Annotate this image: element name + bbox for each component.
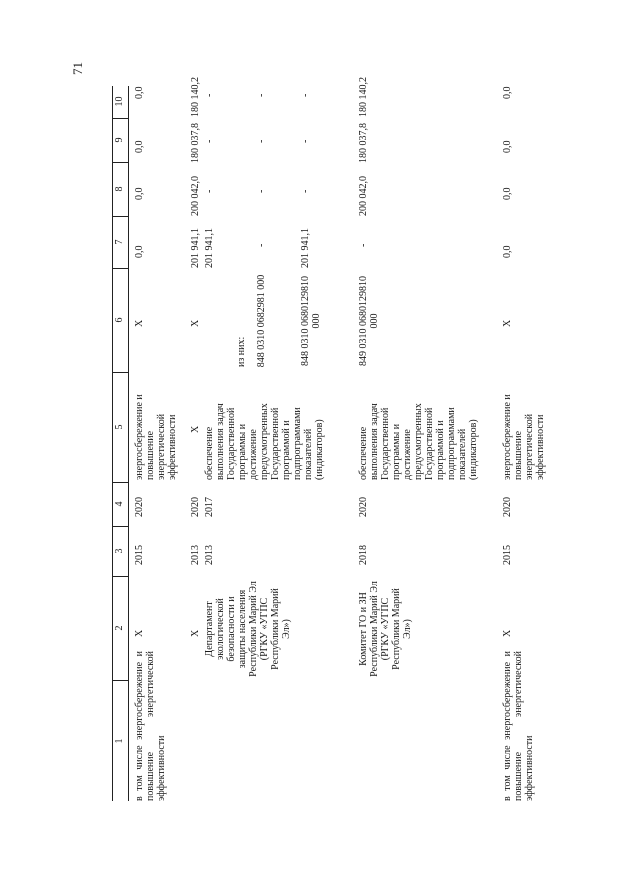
row4-col9: 180 037,8 (358, 123, 369, 163)
row1-col8: 0,0 (134, 187, 145, 200)
row3-col5: обеспечение выполнения задач Государственной программы и достижение предусмотренных Государственной программой и подпрограммами показателей (индикаторов) (204, 403, 325, 480)
row5-col4: 2020 (502, 497, 513, 517)
row3-col6-code1: 848 0310 0682981 000 (256, 274, 267, 368)
row3-col2: Департамент экологической безопасности и защиты населения Республики Марий Эл (РГКУ «УГПС Республики Марий Эл») (204, 581, 292, 677)
col-header-7: 7 (112, 216, 128, 269)
row5-col8: 0,0 (502, 187, 513, 200)
col-header-1: 1 (114, 738, 125, 744)
row4-col6: 849 0310 0680129810 000 (358, 276, 380, 366)
row1-col9: 0,0 (134, 140, 145, 153)
col-header-4: 4 (112, 482, 128, 527)
col-header-2: 2 (112, 576, 128, 681)
row4-col4: 2020 (358, 497, 369, 517)
row3-col9-code1: - (256, 139, 267, 143)
row1-col6: Х (134, 319, 145, 327)
row4-col3: 2018 (358, 545, 369, 565)
row5-col9: 0,0 (502, 140, 513, 153)
row3-col6-code2: 848 0310 0680129810 000 (300, 276, 322, 366)
row3-col3: 2013 (204, 545, 215, 565)
row2-col8: 200 042,0 (190, 176, 201, 216)
row3-col7-code1: - (256, 243, 267, 247)
row1-col3: 2015 (134, 545, 145, 565)
row5-col2: Х (502, 629, 513, 637)
col-header-8: 8 (112, 162, 128, 217)
row3-col8-code2: - (300, 189, 311, 193)
row3-col6-label: из них: (236, 336, 247, 367)
row3-col7-code2: 201 941,1 (300, 228, 311, 268)
row1-col10: 0,0 (134, 86, 145, 99)
row1-col2: Х (134, 629, 145, 637)
row2-col6: Х (190, 319, 201, 327)
row5-col1-text: в том числе энергосбережение и повышение энергетической эффективности (502, 651, 535, 801)
row3-col9-total: - (204, 139, 215, 143)
row5-col7: 0,0 (502, 245, 513, 258)
row5-col10: 0,0 (502, 86, 513, 99)
row3-col4: 2017 (204, 497, 215, 517)
col-header-3: 3 (112, 526, 128, 577)
row4-col8: 200 042,0 (358, 176, 369, 216)
row3-col8-code1: - (256, 189, 267, 193)
row3-col10-code2: - (300, 93, 311, 97)
row5-col6: Х (502, 319, 513, 327)
row3-col10-total: - (204, 93, 215, 97)
page-number: 71 (70, 62, 85, 75)
row2-col5: Х (190, 425, 201, 433)
row2-col10: 180 140,2 (190, 77, 201, 117)
row4-col5: обеспечение выполнения задач Государственной программы и достижение предусмотренных Государственной программой и подпрограммами показателей (индикаторов) (358, 403, 479, 480)
row2-col9: 180 037,8 (190, 123, 201, 163)
row3-col7-total: 201 941,1 (204, 228, 215, 268)
row1-col5: энергосбережение и повышение энергетической эффективности (134, 394, 178, 480)
col-header-10: 10 (112, 85, 128, 119)
row1-col1-text: в том числе энергосбережение и повышение энергетической эффективности (134, 651, 167, 801)
row4-col7: - (358, 243, 369, 247)
row3-col8-total: - (204, 189, 215, 193)
row3-col10-code1: - (256, 93, 267, 97)
row2-col2: Х (190, 629, 201, 637)
row1-col7: 0,0 (134, 245, 145, 258)
row5-col5: энергосбережение и повышение энергетической эффективности (502, 394, 546, 480)
col-header-6: 6 (112, 268, 128, 373)
row1-col4: 2020 (134, 497, 145, 517)
col-header-5: 5 (112, 372, 128, 483)
row2-col7: 201 941,1 (190, 228, 201, 268)
header-bottom-rule (128, 86, 129, 801)
row4-col2: Комитет ГО и ЗН Республики Марий Эл (РГКУ «УГПС Республики Марий Эл») (358, 581, 413, 677)
row5-col3: 2015 (502, 545, 513, 565)
col-header-9: 9 (112, 118, 128, 163)
row3-col9-code2: - (300, 139, 311, 143)
row2-col3: 2013 (190, 545, 201, 565)
row4-col10: 180 140,2 (358, 77, 369, 117)
row2-col4: 2020 (190, 497, 201, 517)
